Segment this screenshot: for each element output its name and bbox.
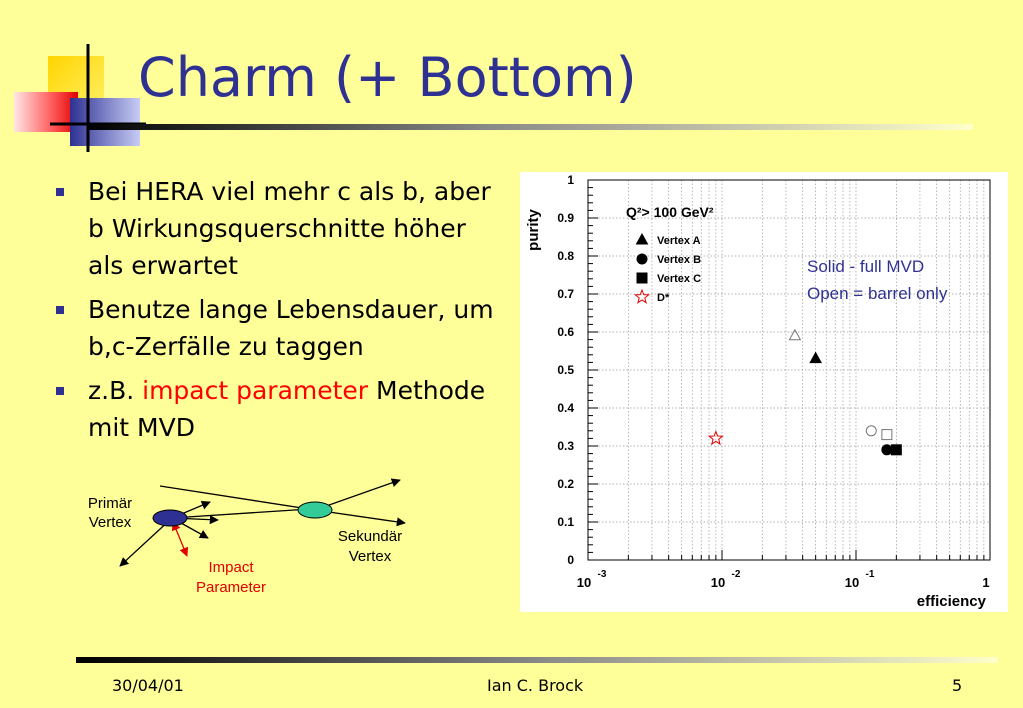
y-tick-label: 0.7	[557, 287, 574, 301]
legend-marker-square	[637, 273, 647, 283]
x-tick-exponent: -1	[865, 569, 875, 580]
secondary-vertex-ellipse	[298, 502, 332, 518]
annotation-open: Open = barrel only	[807, 284, 948, 303]
data-point-square	[891, 445, 901, 455]
x-axis-label: efficiency	[916, 593, 986, 610]
secondary-vertex-label: Sekundär	[337, 528, 403, 545]
footer-page-number: 5	[952, 676, 963, 695]
y-tick-label: 0.3	[557, 439, 574, 453]
x-tick-base: 10	[576, 575, 592, 590]
legend-label: Vertex A	[657, 235, 701, 247]
bullet-highlight: impact parameter	[142, 376, 369, 405]
y-tick-label: 0.5	[557, 363, 574, 377]
y-tick-label: 0	[567, 553, 574, 567]
purity-efficiency-chart	[520, 172, 1008, 612]
bullet-item	[56, 372, 496, 446]
x-tick-base: 1	[982, 575, 990, 590]
footer-date: 30/04/01	[112, 676, 184, 695]
slide-title: Charm (+ Bottom)	[138, 46, 637, 109]
secondary-vertex-label: Vertex	[348, 548, 392, 565]
bullet-item	[56, 173, 496, 284]
chart-legend	[626, 204, 714, 304]
vertex-diagram	[60, 470, 440, 610]
slide-logo	[10, 40, 150, 155]
data-point-circle	[866, 426, 876, 436]
impact-parameter-label: Parameter	[195, 579, 267, 596]
x-tick-label	[711, 569, 741, 590]
legend-marker-star	[635, 290, 648, 303]
legend-marker-circle	[637, 254, 647, 264]
legend-marker-triangle	[637, 234, 648, 244]
bullet-text: Bei HERA viel mehr c als b, aber b Wirkungsquerschnitte höher als erwartet	[88, 177, 491, 280]
x-tick-label	[845, 569, 875, 590]
data-point-circle	[882, 445, 892, 455]
footer-rule	[76, 657, 998, 663]
primary-vertex-label: Primär	[87, 495, 133, 512]
data-points	[709, 330, 901, 455]
bullet-prefix: z.B.	[88, 376, 143, 405]
title-underline	[88, 124, 973, 130]
impact-parameter-label: Impact	[208, 559, 254, 576]
x-tick-exponent: -3	[597, 569, 607, 580]
bullet-list	[56, 173, 496, 453]
y-tick-label: 1	[567, 173, 574, 187]
primary-vertex-label: Vertex	[88, 514, 132, 531]
data-point-square	[882, 430, 892, 440]
bullet-text: Benutze lange Lebensdauer, um b,c-Zerfälle zu taggen	[88, 295, 494, 361]
impact-parameter-arrow	[173, 522, 187, 556]
footer-author: Ian C. Brock	[487, 676, 584, 695]
y-tick-label: 0.1	[557, 515, 574, 529]
primary-vertex-ellipse	[153, 510, 187, 526]
bullet-square-icon	[56, 188, 64, 196]
chart-grid	[588, 180, 990, 560]
x-tick-label	[577, 569, 607, 590]
bullet-square-icon	[56, 306, 64, 314]
bullet-square-icon	[56, 387, 64, 395]
x-tick-base: 10	[844, 575, 860, 590]
legend-title: Q²> 100 GeV²	[626, 204, 714, 220]
legend-label: Vertex C	[657, 273, 702, 285]
annotation-solid: Solid - full MVD	[807, 257, 925, 276]
y-tick-label: 0.9	[557, 211, 574, 225]
y-axis-label: purity	[525, 209, 542, 251]
data-point-triangle	[789, 330, 800, 340]
data-point-triangle	[810, 353, 821, 363]
axis-ticks	[557, 173, 989, 590]
x-tick-exponent: -2	[731, 569, 741, 580]
y-tick-label: 0.4	[557, 401, 574, 415]
x-tick-base: 10	[710, 575, 726, 590]
legend-label: Vertex B	[657, 254, 702, 266]
x-tick-label	[982, 575, 989, 590]
legend-label: D*	[657, 292, 670, 304]
bullet-suffix: Methode mit MVD	[88, 376, 486, 442]
y-tick-label: 0.8	[557, 249, 574, 263]
bullet-item	[56, 291, 496, 365]
y-tick-label: 0.6	[557, 325, 574, 339]
y-tick-label: 0.2	[557, 477, 574, 491]
